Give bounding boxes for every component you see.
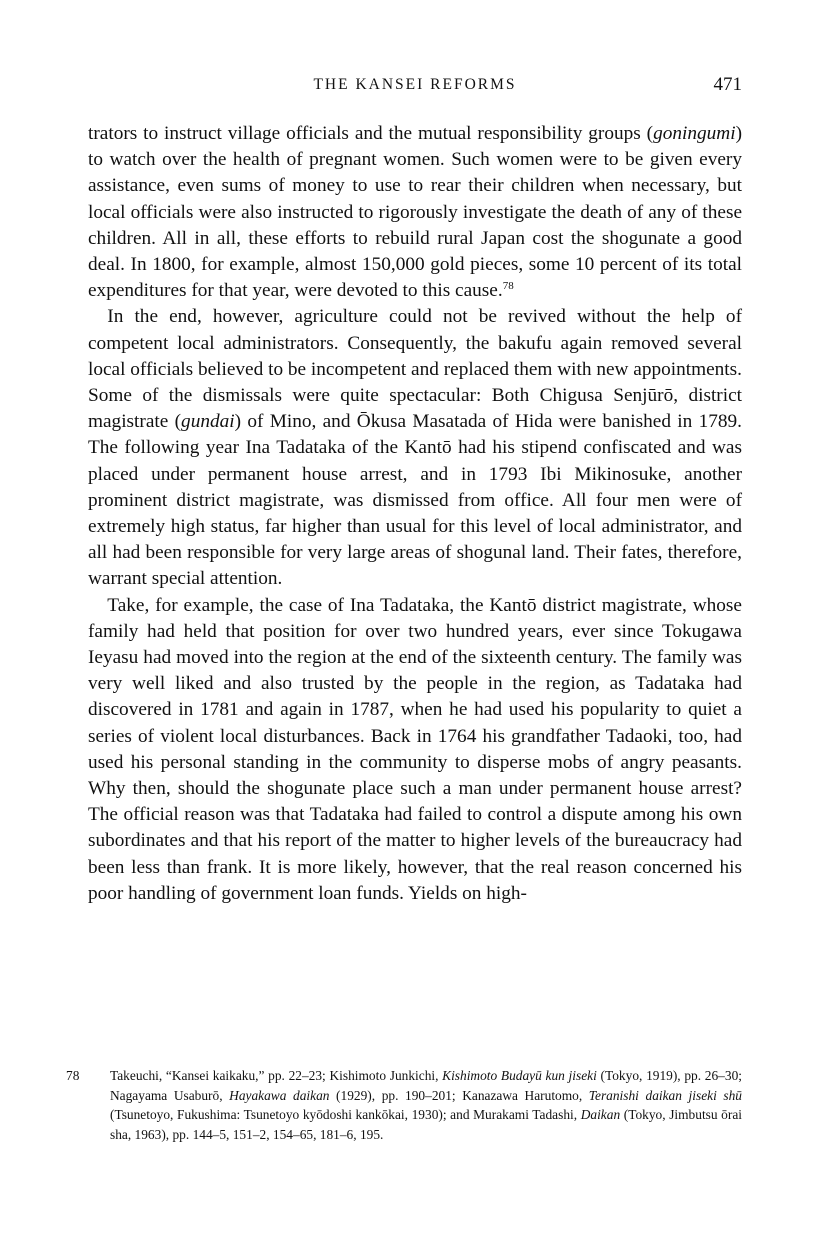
footnote-78: [66, 1066, 743, 1144]
paragraph-1-text-a: trators to instruct village officials and the mutual responsibility groups (: [88, 123, 654, 144]
footnote-title-4: Daikan: [580, 1107, 621, 1122]
footnote-text-1: Takeuchi, “Kansei kaikaku,” pp. 22–23; Kishimoto Junkichi,: [110, 1068, 443, 1083]
italic-term-gundai: gundai: [181, 411, 235, 433]
footnote-title-3: Teranishi daikan jiseki shū: [588, 1087, 742, 1103]
paragraph-1: [88, 121, 742, 304]
paragraph-3-text: Take, for example, the case of Ina Tadataka, the Kantō district magistrate, whose family had held that position for over two hundred years, ever since Tokugawa Ieyasu had moved into the region at the end of the sixteenth century. The family was very well liked and also trusted by the people in the region, as Tadataka had discovered in 1781 and again in 1787, when he had used his popularity to quiet a series of violent local disturbances. Back in 1764 his grandfather Tadaoki, too, had used his personal standing in the community to disperse mobs of angry peasants. Why then, should the shogunate place such a man under permanent house arrest? The official reason was that Tadataka had failed to control a dispute among his own subordinates and that his report of the matter to higher levels of the bureaucracy had been less than frank. It is more likely, however, that the real reason concerned his poor handling of government loan funds. Yields on high-: [88, 594, 742, 904]
footnote-text-4: (Tsunetoyo, Fukushima: Tsunetoyo kyōdoshi kankōkai, 1930); and Murakami Tadashi,: [110, 1107, 581, 1122]
running-title: THE KANSEI REFORMS: [313, 76, 517, 93]
page-number: 471: [713, 74, 742, 95]
footnote-text-3: (1929), pp. 190–201; Kanazawa Harutomo,: [329, 1087, 589, 1103]
paragraph-2-text-a: In the end, however, agriculture could not be revived without the help of competent local administrators. Consequently, the bakufu again removed several local officials believed to be incompetent and replaced them with new appointments. Some of the dismissals were quite spectacular: Both Chigusa Senjūrō, district magistrate (: [88, 306, 742, 433]
footnote-number: 78: [66, 1068, 80, 1083]
footnote-text-2: (Tokyo, 1919), pp. 26–30; Nagayama Usaburō,: [110, 1068, 742, 1103]
footnote-text-5: (Tokyo, Jimbutsu ōrai sha, 1963), pp. 144–5, 151–2, 154–65, 181–6, 195.: [110, 1107, 743, 1142]
body-text: [88, 121, 742, 907]
footnote-title-2: Hayakawa daikan: [229, 1087, 330, 1103]
footnote-body: [66, 1066, 743, 1144]
paragraph-2: [88, 304, 742, 592]
page-header: [88, 74, 742, 98]
footnote-reference-78[interactable]: 78: [502, 280, 514, 293]
footnote-title-1: Kishimoto Budayū kun jiseki: [442, 1068, 597, 1083]
italic-term-goningumi: goningumi: [653, 123, 736, 144]
paragraph-2-text-b: ) of Mino, and Ōkusa Masatada of Hida were banished in 1789. The following year Ina Tadataka of the Kantō had his stipend confiscated and was placed under permanent house arrest, and in 1793 Ibi Mikinosuke, another prominent district magistrate, was dismissed from office. All four men were of extremely high status, far higher than usual for this level of local administrator, and all had been responsible for very large areas of shogunal land. Their fates, therefore, warrant special attention.: [88, 411, 742, 590]
paragraph-1-text-b: ) to watch over the health of pregnant women. Such women were to be given every assistance, even sums of money to use to rear their children when necessary, but local officials were also instructed to rigorously investigate the death of any of these children. All in all, these efforts to rebuild rural Japan cost the shogunate a good deal. In 1800, for example, almost 150,000 gold pieces, some 10 percent of its total expenditures for that year, were devoted to this cause.: [88, 123, 742, 302]
paragraph-3: [88, 593, 742, 907]
